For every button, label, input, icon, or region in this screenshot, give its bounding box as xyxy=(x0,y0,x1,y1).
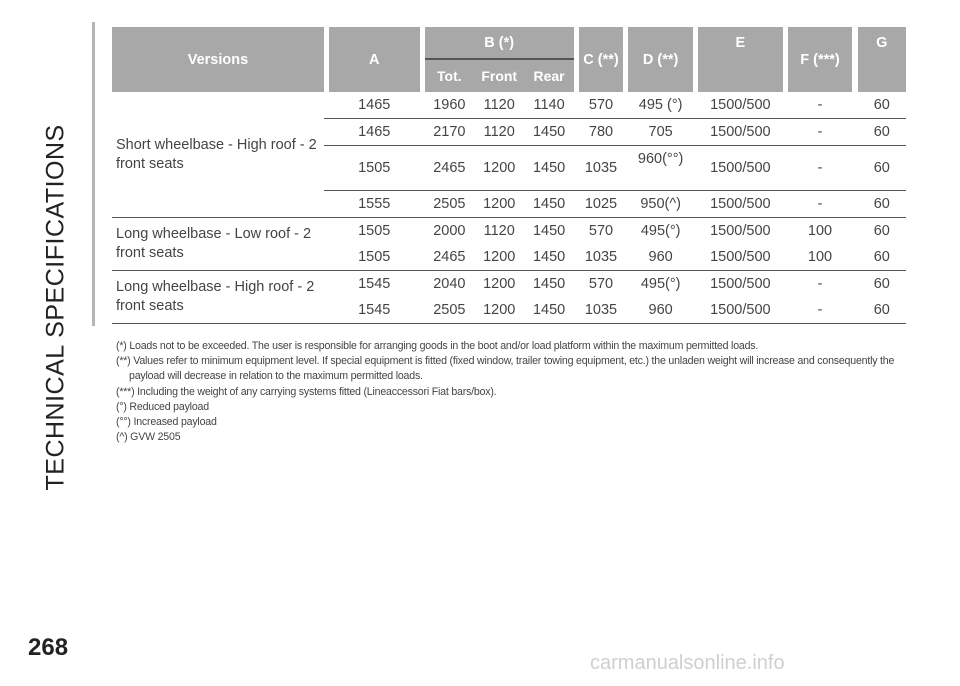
cell-a: 1545 xyxy=(329,297,420,324)
cell-c: 570 xyxy=(579,92,623,119)
cell-b-rear: 1450 xyxy=(524,119,573,146)
cell-a: 1545 xyxy=(358,276,391,292)
version-label: Long wheelbase - Low roof - 2 front seats xyxy=(112,218,324,271)
cell-g: 60 xyxy=(858,191,906,218)
cell-b-front: 1200 xyxy=(474,146,524,191)
footnote: (°) Reduced payload xyxy=(116,400,209,413)
header-b-front: Front xyxy=(474,60,524,92)
cell-b-tot: 2040 xyxy=(433,276,466,292)
footnote: (***) Including the weight of any carrying systems fitted (Lineaccessori Fiat bars/box). xyxy=(116,385,497,398)
cell-b-tot: 2465 xyxy=(425,244,474,271)
cell-b-rear: 1450 xyxy=(532,223,566,239)
footnote: (*) Loads not to be exceeded. The user is responsible for arranging goods in the boot and/or load platform within the maximum permitted loads. xyxy=(116,340,759,352)
cell-e: 1500/500 xyxy=(698,92,782,119)
version-label: Short wheelbase - High roof - 2 front seats xyxy=(112,92,324,218)
cell-b-rear: 1450 xyxy=(532,276,566,292)
cell-g: 60 xyxy=(873,223,890,239)
spec-table xyxy=(112,27,906,324)
cell-f: - xyxy=(788,146,853,191)
header-e: E xyxy=(698,27,782,92)
table-row xyxy=(112,271,906,297)
cell-b-rear: 1140 xyxy=(524,92,573,119)
cell-b-rear: 1450 xyxy=(524,244,573,271)
footnote: (**) Values refer to minimum equipment level. If special equipment is fitted (fixed window, trailer towing equipment, etc.) the unladen weight will increase and consequently the payload will decrease in relation to the maximum permitted loads. xyxy=(116,355,895,383)
cell-g: 60 xyxy=(858,297,906,324)
cell-f: - xyxy=(788,297,853,324)
footnote: (^) GVW 2505 xyxy=(116,431,181,444)
table-row xyxy=(112,92,906,119)
cell-b-front: 1200 xyxy=(474,191,524,218)
cell-g: 60 xyxy=(873,276,890,292)
header-b-tot: Tot. xyxy=(425,60,474,92)
cell-b-front: 1120 xyxy=(483,223,515,239)
cell-b-tot: 1960 xyxy=(425,92,474,119)
cell-g: 60 xyxy=(858,119,906,146)
cell-a: 1505 xyxy=(358,223,391,239)
header-g: G xyxy=(858,27,906,92)
cell-b-tot: 2170 xyxy=(425,119,474,146)
cell-d: 960(°°) xyxy=(628,146,693,191)
cell-c: 1025 xyxy=(579,191,623,218)
cell-d: 950(^) xyxy=(628,191,693,218)
cell-d: 495 (°) xyxy=(628,92,693,119)
version-label: Long wheelbase - High roof - 2 front seats xyxy=(112,271,324,324)
cell-f: 100 xyxy=(788,244,853,271)
header-b-rear: Rear xyxy=(524,60,573,92)
cell-c: 1035 xyxy=(579,297,623,324)
cell-a: 1555 xyxy=(329,191,420,218)
cell-b-front: 1120 xyxy=(474,92,524,119)
cell-b-rear: 1450 xyxy=(524,297,573,324)
cell-c: 780 xyxy=(579,119,623,146)
cell-e: 1500/500 xyxy=(698,146,782,191)
header-a: A xyxy=(329,27,420,92)
cell-a: 1465 xyxy=(329,119,420,146)
cell-b-tot: 2505 xyxy=(425,191,474,218)
cell-a: 1505 xyxy=(329,244,420,271)
cell-d: 495(°) xyxy=(640,276,681,292)
cell-g: 60 xyxy=(858,92,906,119)
section-title-text: TECHNICAL SPECIFICATIONS xyxy=(41,124,70,491)
cell-f: - xyxy=(817,276,823,292)
spec-table-body xyxy=(112,92,906,324)
cell-e: 1500/500 xyxy=(698,297,782,324)
cell-e: 1500/500 xyxy=(698,119,782,146)
cell-e: 1500/500 xyxy=(710,223,771,239)
cell-f: - xyxy=(788,191,853,218)
header-versions: Versions xyxy=(112,27,324,92)
cell-g: 60 xyxy=(858,146,906,191)
header-b: B (*) xyxy=(425,27,574,60)
cell-b-rear: 1450 xyxy=(524,146,573,191)
cell-d: 960 xyxy=(628,244,693,271)
cell-f: 100 xyxy=(807,223,833,239)
section-divider xyxy=(92,22,95,326)
watermark: carmanualsonline.info xyxy=(590,652,785,674)
cell-c: 1035 xyxy=(579,244,623,271)
footnote: (°°) Increased payload xyxy=(116,416,217,429)
cell-d: 960 xyxy=(628,297,693,324)
cell-b-tot: 2505 xyxy=(425,297,474,324)
header-f: F (***) xyxy=(788,27,853,92)
cell-e: 1500/500 xyxy=(698,244,782,271)
page-number: 268 xyxy=(28,634,69,661)
cell-b-tot: 2000 xyxy=(433,223,466,239)
footnotes xyxy=(116,339,906,445)
cell-a: 1505 xyxy=(329,146,420,191)
table-row xyxy=(112,218,906,244)
cell-a: 1465 xyxy=(329,92,420,119)
cell-f: - xyxy=(788,119,853,146)
header-d: D (**) xyxy=(628,27,693,92)
cell-f: - xyxy=(788,92,853,119)
header-c: C (**) xyxy=(579,27,623,92)
cell-e: 1500/500 xyxy=(698,191,782,218)
cell-b-front: 1200 xyxy=(474,244,524,271)
cell-e: 1500/500 xyxy=(710,276,771,292)
cell-g: 60 xyxy=(858,244,906,271)
cell-c: 1035 xyxy=(579,146,623,191)
cell-b-front: 1200 xyxy=(483,276,516,292)
cell-c: 570 xyxy=(588,276,614,292)
cell-d: 705 xyxy=(628,119,693,146)
cell-d: 495(°) xyxy=(640,223,681,239)
cell-b-rear: 1450 xyxy=(524,191,573,218)
cell-c: 570 xyxy=(588,223,614,239)
cell-b-front: 1120 xyxy=(474,119,524,146)
cell-b-tot: 2465 xyxy=(425,146,474,191)
cell-b-front: 1200 xyxy=(474,297,524,324)
